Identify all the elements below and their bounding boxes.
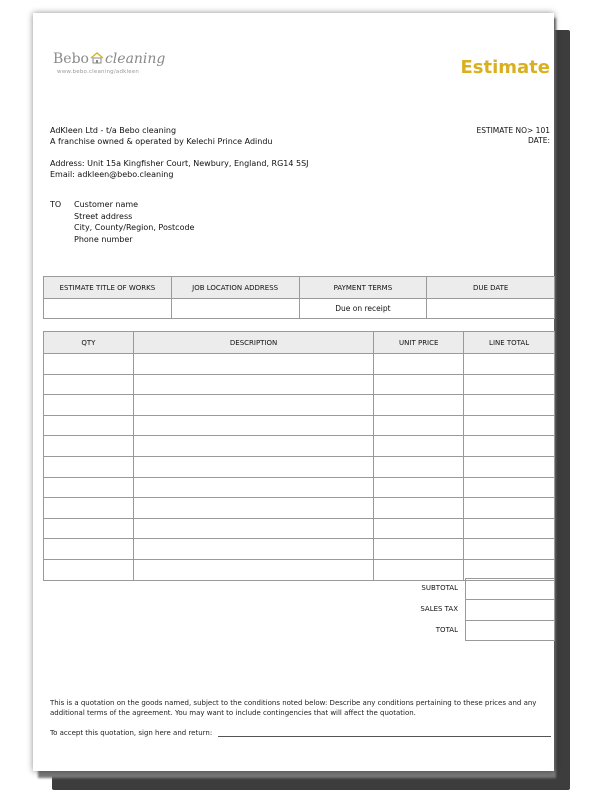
company-line-1: AdKleen Ltd - t/a Bebo cleaning [50,126,177,135]
item-description-cell[interactable] [133,559,374,580]
item-unit-price-cell[interactable] [374,559,464,580]
item-qty-cell[interactable] [44,518,134,539]
company-details [50,126,309,180]
item-line-total-cell[interactable] [464,477,555,498]
recipient-block [50,199,194,245]
item-unit-price-cell[interactable] [374,436,464,457]
recipient-phone[interactable]: Phone number [74,234,133,244]
subtotal-cell[interactable] [466,579,555,600]
estimate-date: DATE: [527,136,550,145]
item-qty-cell[interactable] [44,436,134,457]
signature-row [50,729,551,737]
items-header-qty: QTY [44,332,134,354]
item-qty-cell[interactable] [44,559,134,580]
item-qty-cell[interactable] [44,477,134,498]
item-description-cell[interactable] [133,498,374,519]
item-description-cell[interactable] [133,518,374,539]
item-line-total-cell[interactable] [464,374,555,395]
item-unit-price-cell[interactable] [374,415,464,436]
item-line-total-cell[interactable] [464,395,555,416]
document-title: Estimate [460,57,550,78]
item-line-total-cell[interactable] [464,354,555,375]
item-qty-cell[interactable] [44,374,134,395]
terms-note: This is a quotation on the goods named, subject to the conditions noted below: Describe any conditions pertaining to these prices and any additional terms of the agreement. You may want to include contingencies that will affect the quotation. [50,699,537,717]
item-row [44,354,555,375]
item-qty-cell[interactable] [44,456,134,477]
item-line-total-cell[interactable] [464,498,555,519]
item-description-cell[interactable] [133,436,374,457]
subtotal-label: SUBTOTAL [421,584,458,592]
totals-table [465,578,555,641]
item-row [44,436,555,457]
item-unit-price-cell[interactable] [374,374,464,395]
item-line-total-cell[interactable] [464,415,555,436]
item-unit-price-cell[interactable] [374,539,464,560]
item-line-total-cell[interactable] [464,559,555,580]
company-line-2: A franchise owned & operated by Kelechi Prince Adindu [50,136,273,146]
item-row [44,415,555,436]
company-email: Email: adkleen@bebo.cleaning [50,169,174,179]
item-row [44,477,555,498]
item-unit-price-cell[interactable] [374,456,464,477]
brand-name-left: Bebo [53,51,89,67]
signature-line[interactable] [218,729,551,737]
company-address: Address: Unit 15a Kingfisher Court, Newbury, England, RG14 5SJ [50,159,309,168]
recipient-city[interactable]: City, County/Region, Postcode [74,223,195,232]
item-unit-price-cell[interactable] [374,498,464,519]
item-description-cell[interactable] [133,456,374,477]
brand-url: www.bebo.cleaning/adkleen [57,69,140,75]
item-row [44,395,555,416]
terms-header-location: JOB LOCATION ADDRESS [171,277,299,299]
item-unit-price-cell[interactable] [374,518,464,539]
items-table [43,331,555,581]
terms-cell-payment[interactable]: Due on receipt [299,299,427,319]
sales-tax-cell[interactable] [466,599,555,620]
items-header-line-total: LINE TOTAL [464,332,555,354]
item-description-cell[interactable] [133,374,374,395]
item-row [44,374,555,395]
item-qty-cell[interactable] [44,354,134,375]
item-row [44,559,555,580]
item-line-total-cell[interactable] [464,436,555,457]
items-header-unit-price: UNIT PRICE [374,332,464,354]
terms-table [43,276,555,319]
recipient-label: TO [50,200,62,209]
item-line-total-cell[interactable] [464,518,555,539]
item-unit-price-cell[interactable] [374,395,464,416]
item-unit-price-cell[interactable] [374,354,464,375]
brand-name-right: cleaning [104,51,166,67]
total-label: TOTAL [435,626,458,634]
items-header-description: DESCRIPTION [133,332,374,354]
item-description-cell[interactable] [133,415,374,436]
item-description-cell[interactable] [133,477,374,498]
house-icon [90,52,104,64]
total-cell[interactable] [466,620,555,641]
brand-logo [53,51,193,87]
estimate-sheet [33,13,554,771]
terms-cell-location[interactable] [171,299,299,319]
item-line-total-cell[interactable] [464,456,555,477]
item-qty-cell[interactable] [44,395,134,416]
item-qty-cell[interactable] [44,415,134,436]
terms-header-due: DUE DATE [427,277,555,299]
items-body [44,354,555,581]
item-row [44,539,555,560]
terms-header-payment: PAYMENT TERMS [299,277,427,299]
recipient-street[interactable]: Street address [74,211,133,221]
item-description-cell[interactable] [133,539,374,560]
item-description-cell[interactable] [133,395,374,416]
recipient-name[interactable]: Customer name [74,200,139,209]
item-description-cell[interactable] [133,354,374,375]
terms-cell-title[interactable] [44,299,172,319]
item-row [44,456,555,477]
item-row [44,498,555,519]
item-unit-price-cell[interactable] [374,477,464,498]
estimate-number: ESTIMATE NO> 101 [476,126,550,135]
item-line-total-cell[interactable] [464,539,555,560]
terms-header-title: ESTIMATE TITLE OF WORKS [44,277,172,299]
sales-tax-label: SALES TAX [420,605,458,613]
terms-cell-due[interactable] [427,299,555,319]
item-qty-cell[interactable] [44,498,134,519]
sign-prompt: To accept this quotation, sign here and return: [50,729,213,737]
item-row [44,518,555,539]
estimate-meta [476,126,550,146]
item-qty-cell[interactable] [44,539,134,560]
